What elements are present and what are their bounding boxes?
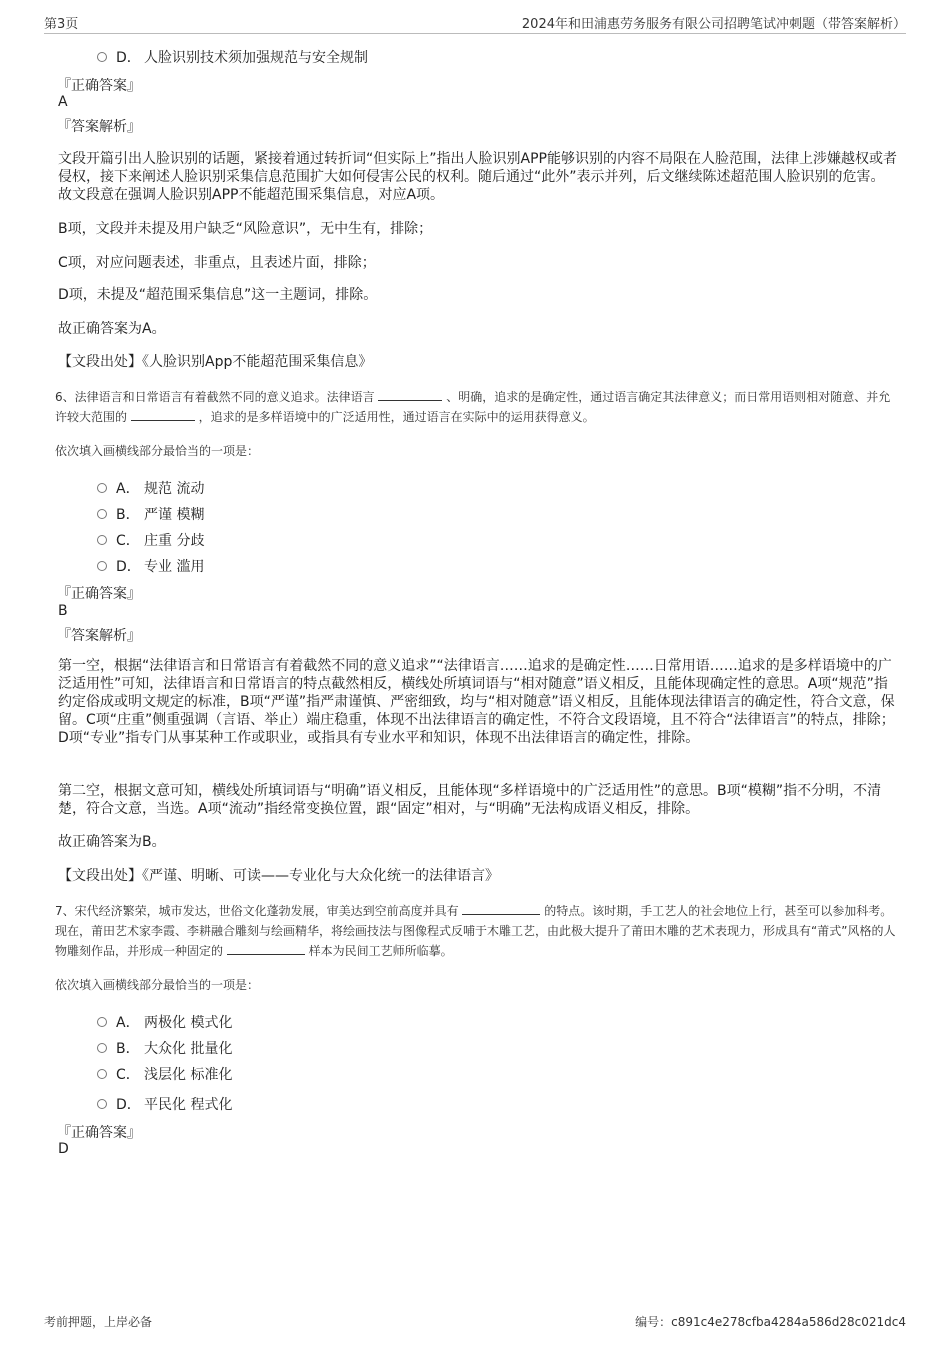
radio-icon[interactable] — [97, 1099, 107, 1109]
q5-analysis-paragraph: 故正确答案为A。 — [58, 321, 166, 337]
blank-2 — [131, 407, 195, 421]
blank-1 — [378, 387, 442, 401]
q6-stem-part: ，追求的是多样语境中的广泛适用性，通过语言在实际中的运用获得意义。 — [198, 410, 595, 424]
q6-option-c[interactable] — [97, 530, 204, 550]
q7-option-a[interactable] — [97, 1012, 232, 1032]
radio-icon[interactable] — [97, 1043, 107, 1053]
q6-stem-part: 6、法律语言和日常语言有着截然不同的意义追求。法律语言 — [55, 390, 375, 404]
option-text: 浅层化 标准化 — [144, 1067, 233, 1083]
option-letter: D． — [116, 50, 141, 66]
option-letter: B． — [116, 1041, 140, 1057]
q5-answer: A — [58, 94, 68, 110]
blank-1 — [462, 901, 540, 915]
q5-source: 【文段出处】《人脸识别App不能超范围采集信息》 — [58, 354, 373, 370]
document-title: 2024年和田浦惠劳务服务有限公司招聘笔试冲刺题（带答案解析） — [521, 17, 906, 32]
q6-answer-label: 『正确答案』 — [57, 586, 141, 602]
footer-code — [635, 1313, 906, 1330]
option-letter: D． — [116, 1097, 141, 1113]
header-divider — [44, 33, 906, 34]
option-letter: A． — [116, 1015, 140, 1031]
q6-analysis-paragraph: 第一空，根据“法律语言和日常语言有着截然不同的意义追求”“法律语言……追求的是确定性……日常用语……追求的是多样语境中的广泛适用性”可知，法律语言和日常语言的特点截然相反，横线处所填词语与“相对随意”语义相反，且能体现确定性的意思。A项“规范”指约定俗成或明文规定的标准，B项“严谨”指严肃谨慎、严密细致，均与“相对随意”语义相反，且能体现法律语言的确定性，符合文意，保留。C项“庄重”侧重强调（言语、举止）端庄稳重，体现不出法律语言的确定性，不符合文段语境，且不符合“法律语言”的特点，排除；D项“专业”指专门从事某种工作或职业，或指具有专业水平和知识，体现不出法律语言的确定性，排除。 — [58, 658, 895, 746]
radio-icon[interactable] — [97, 483, 107, 493]
option-letter: D． — [116, 559, 141, 575]
q7-answer: D — [58, 1141, 69, 1157]
q5-analysis-paragraph: D项，未提及“超范围采集信息”这一主题词，排除。 — [58, 287, 378, 303]
page-number: 第3页 — [44, 17, 79, 32]
q6-analysis-label: 『答案解析』 — [57, 628, 141, 644]
footer-code-value: c891c4e278cfba4284a586d28c021dc4 — [671, 1315, 906, 1329]
footer-code-label: 编号： — [635, 1315, 672, 1329]
option-text: 严谨 模糊 — [144, 507, 205, 523]
q7-option-c[interactable] — [97, 1064, 232, 1084]
option-letter: B． — [116, 507, 140, 523]
q7-stem-part: 样本为民间工艺师所临摹。 — [308, 944, 453, 958]
q6-option-b[interactable] — [97, 504, 204, 524]
option-letter: C． — [116, 1067, 140, 1083]
q6-answer: B — [58, 603, 68, 619]
q6-analysis-paragraph: 第二空，根据文意可知，横线处所填词语与“明确”语义相反，且能体现“多样语境中的广泛适用性”的意思。B项“模糊”指不分明，不清楚，符合文意，当选。A项“流动”指经常变换位置，跟“固定”相对，与“明确”无法构成语义相反，排除。 — [58, 783, 882, 817]
q5-analysis-label: 『答案解析』 — [57, 119, 141, 135]
radio-icon[interactable] — [97, 509, 107, 519]
q7-stem-part: 7、宋代经济繁荣，城市发达，世俗文化蓬勃发展，审美达到空前高度并具有 — [55, 904, 459, 918]
radio-icon[interactable] — [97, 561, 107, 571]
radio-icon[interactable] — [97, 535, 107, 545]
q7-option-d[interactable] — [97, 1094, 232, 1114]
q6-stem — [55, 387, 900, 427]
blank-2 — [227, 941, 305, 955]
radio-icon[interactable] — [97, 1069, 107, 1079]
q6-prompt: 依次填入画横线部分最恰当的一项是： — [55, 444, 260, 458]
q7-prompt: 依次填入画横线部分最恰当的一项是： — [55, 978, 260, 992]
option-text: 人脸识别技术须加强规范与安全规制 — [144, 50, 368, 66]
option-text: 专业 滥用 — [144, 559, 205, 575]
option-text: 平民化 程式化 — [144, 1097, 233, 1113]
q7-option-b[interactable] — [97, 1038, 232, 1058]
q5-analysis-paragraph: C项，对应问题表述，非重点，且表述片面，排除； — [58, 255, 376, 271]
q6-option-a[interactable] — [97, 478, 204, 498]
q5-analysis-paragraph: 文段开篇引出人脸识别的话题，紧接着通过转折词“但实际上”指出人脸识别APP能够识别的内容不局限在人脸范围，法律上涉嫌越权或者侵权，接下来阐述人脸识别采集信息范围扩大如何侵害公民的权利。随后通过“此外”表示并列，后文继续陈述超范围人脸识别的危害。故文段意在强调人脸识别APP不能超范围采集信息，对应A项。 — [58, 151, 897, 203]
q7-stem — [55, 901, 900, 961]
radio-icon[interactable] — [97, 1017, 107, 1027]
q6-analysis-paragraph: 故正确答案为B。 — [58, 834, 166, 850]
option-text: 规范 流动 — [144, 481, 205, 497]
q5-analysis-paragraph: B项，文段并未提及用户缺乏“风险意识”，无中生有，排除； — [58, 221, 433, 237]
option-text: 大众化 批量化 — [144, 1041, 233, 1057]
footer-slogan: 考前押题，上岸必备 — [44, 1315, 153, 1329]
q7-stem-part: 的特点。该时期，手工艺人的社会地位上行，甚至可以参加科考。现在，莆田艺术家李霞、李耕融合雕刻与绘画精华，将绘画技法与图像程式反哺于木雕工艺，由此极大提升了莆田木雕的艺术表现力，形成具有“莆式”风格的人物雕刻作品，并形成一种固定的 — [55, 904, 896, 958]
option-text: 两极化 模式化 — [144, 1015, 233, 1031]
option-letter: A． — [116, 481, 140, 497]
q5-option-d[interactable] — [97, 47, 368, 67]
option-letter: C． — [116, 533, 140, 549]
q6-stem-part: 、明确，追求的是确定性，通过语言确定其法律意义；而日常用语则相对随意、并允许较大范围的 — [55, 390, 891, 424]
q5-answer-label: 『正确答案』 — [57, 78, 141, 94]
option-text: 庄重 分歧 — [144, 533, 205, 549]
q6-option-d[interactable] — [97, 556, 204, 576]
radio-icon[interactable] — [97, 52, 107, 62]
q7-answer-label: 『正确答案』 — [57, 1125, 141, 1141]
q6-source: 【文段出处】《严谨、明晰、可读——专业化与大众化统一的法律语言》 — [58, 868, 499, 884]
